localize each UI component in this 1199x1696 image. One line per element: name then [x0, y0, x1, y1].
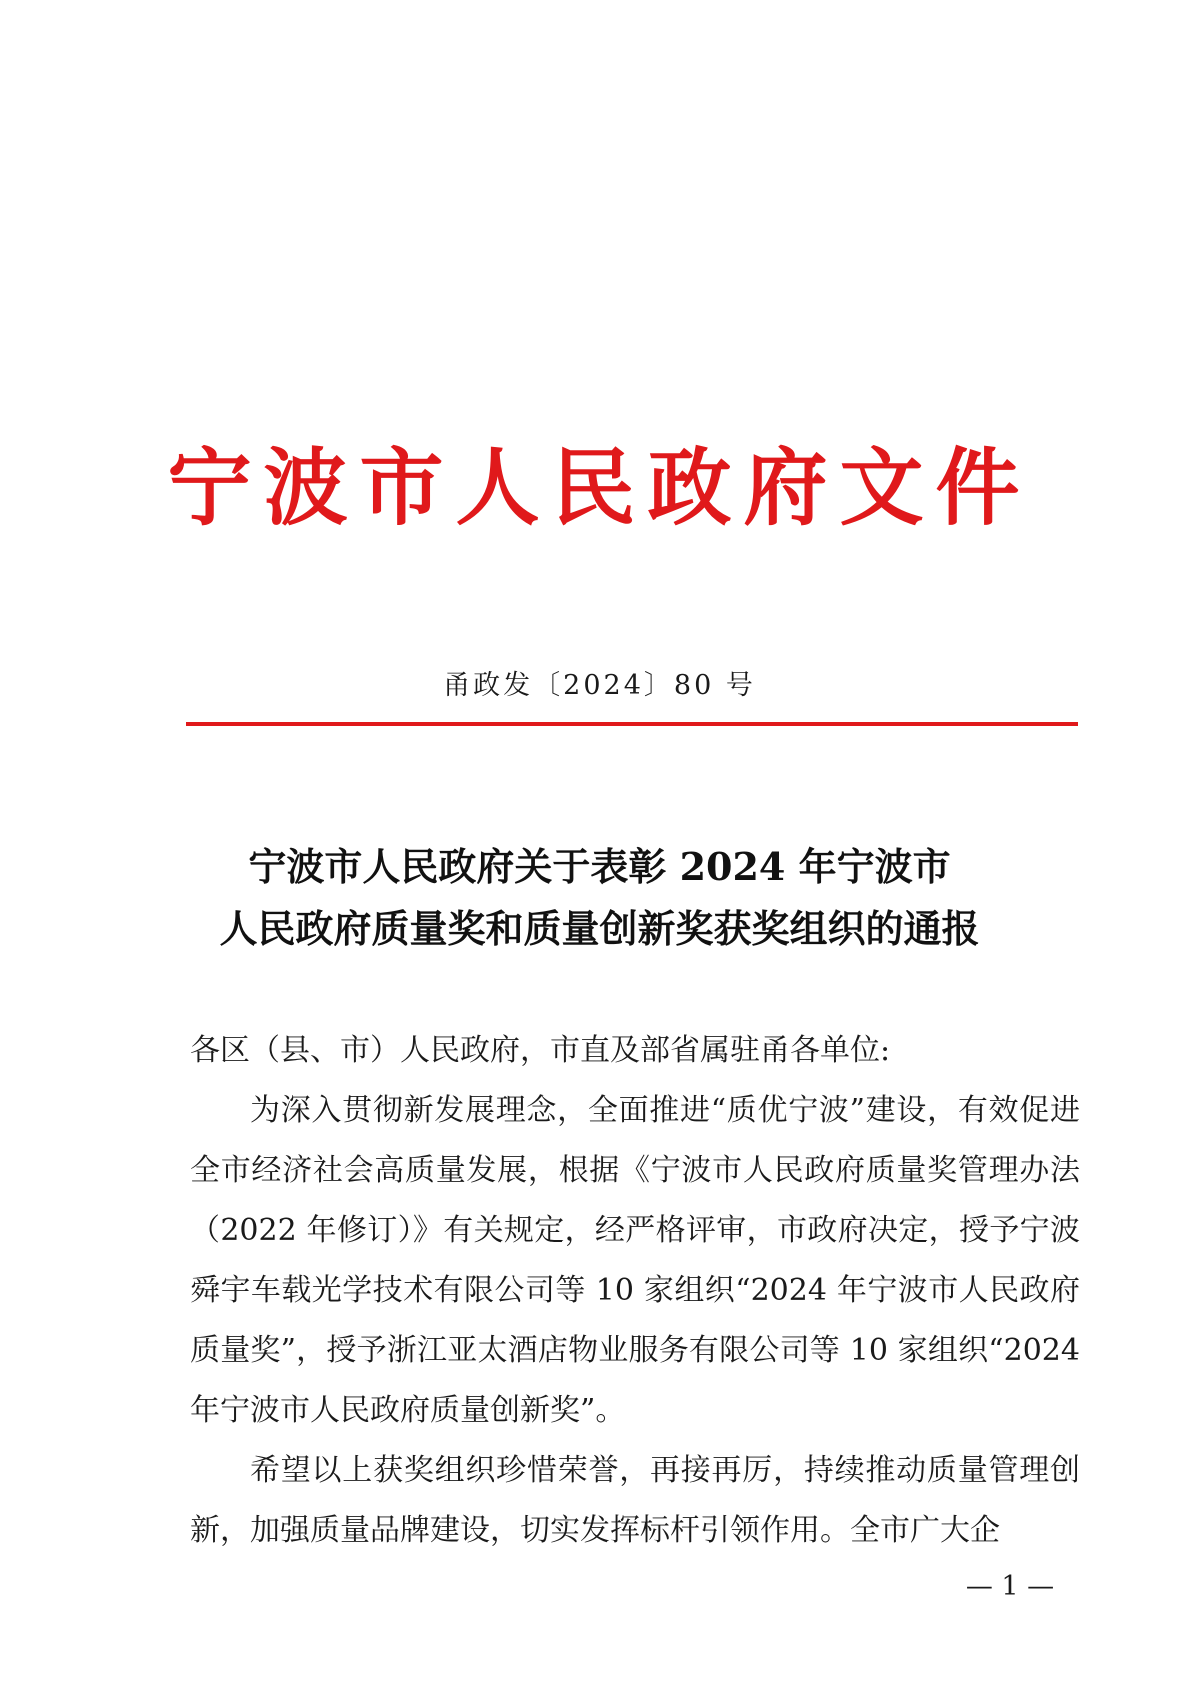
document-number: 甬政发〔2024〕80 号: [443, 670, 756, 701]
document-masthead: 宁波市人民政府文件: [167, 438, 1032, 537]
body-paragraph-2: 希望以上获奖组织珍惜荣誉，再接再厉，持续推动质量管理创新，加强质量品牌建设，切实发挥标杆引领作用。全市广大企: [190, 1453, 1080, 1548]
body-paragraph-1: 为深入贯彻新发展理念，全面推进“质优宁波”建设，有效促进全市经济社会高质量发展，根据《宁波市人民政府质量奖管理办法（2022 年修订）》有关规定，经严格评审，市政府决定，授予宁波舜宇车载光学技术有限公司等 10 家组织“2024 年宁波市人民政府质量奖”，授予浙江亚太酒店物业服务有限公司等 10 家组织“2024 年宁波市人民政府质量创新奖”。: [190, 1093, 1080, 1428]
red-divider-line: [186, 722, 1078, 726]
title-line-2: 人民政府质量奖和质量创新奖获奖组织的通报: [219, 906, 980, 951]
salutation: 各区（县、市）人民政府，市直及部省属驻甬各单位:: [190, 1033, 891, 1068]
title-line-1: 宁波市人民政府关于表彰 2024 年宁波市: [248, 844, 951, 889]
page-number: — 1 —: [965, 1571, 1055, 1602]
document-body: [190, 1021, 1080, 1561]
document-title: [0, 836, 1199, 960]
